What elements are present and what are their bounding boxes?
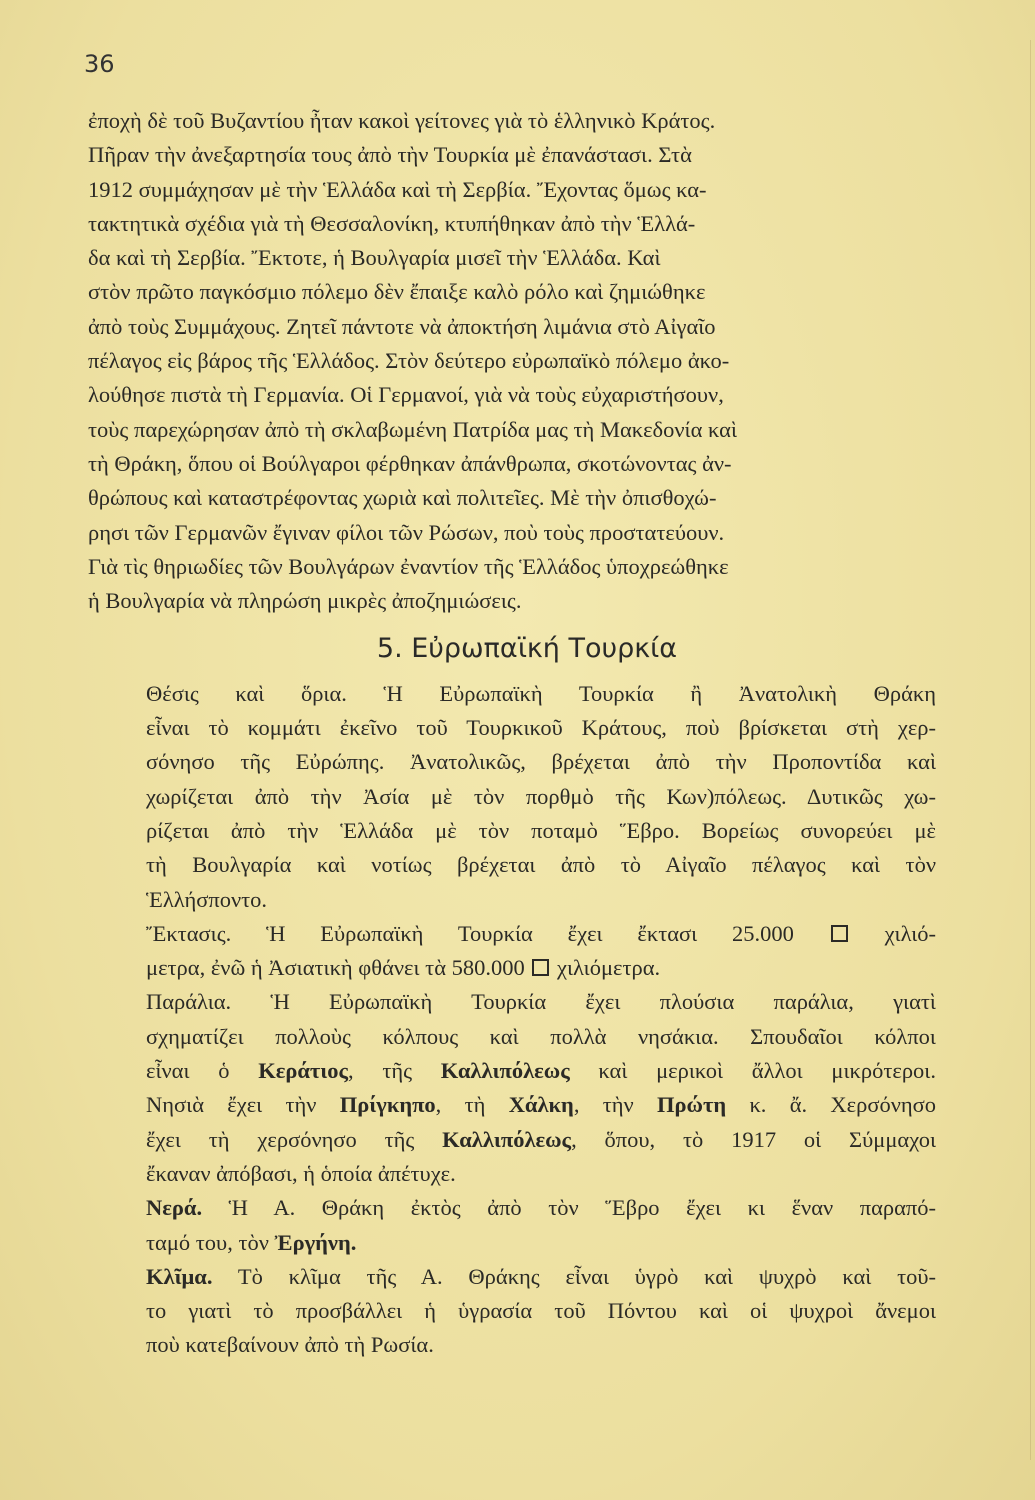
- text-line: [88, 677, 936, 711]
- waters-paragraph: [88, 1191, 936, 1260]
- text-fragment: χιλιό-: [884, 920, 937, 946]
- text-line: [88, 1088, 936, 1122]
- place-name: Ἐργήνη.: [274, 1229, 357, 1255]
- text-line: στὸν πρῶτο παγκόσμιο πόλεμο δὲν ἔπαιξε καλὸ ρόλο καὶ ζημιώθηκε: [88, 279, 706, 305]
- place-name: Χάλκη: [508, 1092, 574, 1118]
- text-line: [88, 1191, 936, 1225]
- text-fragment: χιλιόμετρα.: [557, 955, 661, 981]
- text-fragment: κ. ἄ. Χερσόνησο: [726, 1092, 937, 1118]
- term-label: Παράλια.: [146, 989, 232, 1015]
- text-line: τοὺς παρεχώρησαν ἀπὸ τὴ σκλαβωμένη Πατρίδα μας τὴ Μακεδονία καὶ: [88, 416, 738, 442]
- text-line: [88, 951, 936, 985]
- text-fragment: ταμό του, τὸν: [146, 1229, 275, 1255]
- area-paragraph: [88, 917, 936, 986]
- text-line: ρίζεται ἀπὸ τὴν Ἑλλάδα μὲ τὸν ποταμὸ Ἕβρο. Βορείως συνορεύει μὲ: [146, 817, 936, 843]
- text-line: τὴ Βουλγαρία καὶ νοτίως βρέχεται ἀπὸ τὸ Αἰγαῖο πέλαγος καὶ τὸν: [146, 852, 936, 878]
- place-name: Πρίγκηπο: [339, 1092, 436, 1118]
- text-line: ἡ Βουλγαρία νὰ πληρώση μικρὲς ἀποζημιώσεις.: [88, 588, 522, 614]
- text-fragment: , τὴ: [435, 1092, 509, 1118]
- text-line: ρησι τῶν Γερμανῶν ἔγιναν φίλοι τῶν Ρώσων, ποὺ τοὺς προστατεύουν.: [88, 519, 725, 545]
- text-line: πέλαγος εἰς βάρος τῆς Ἑλλάδος. Στὸν δεύτερο εὐρωπαϊκὸ πόλεμο ἀκο-: [88, 348, 730, 374]
- text-line: Γιὰ τὶς θηριωδίες τῶν Βουλγάρων ἐναντίον τῆς Ἑλλάδος ὑποχρεώθηκε: [88, 553, 729, 579]
- text-fragment: Ἡ Εὐρωπαϊκὴ Τουρκία ἔχει πλούσια παράλια, γιατὶ: [270, 989, 936, 1015]
- intro-paragraph: [88, 104, 936, 618]
- text-line: ἐποχὴ δὲ τοῦ Βυζαντίου ἦταν κακοὶ γείτονες γιὰ τὸ ἑλληνικὸ Κράτος.: [88, 108, 716, 133]
- text-fragment: Νησιὰ ἔχει τὴν: [146, 1092, 340, 1118]
- text-line: το γιατὶ τὸ προσβάλλει ἡ ὑγρασία τοῦ Πόντου καὶ οἱ ψυχροὶ ἄνεμοι: [146, 1298, 936, 1324]
- text-line: [88, 985, 936, 1019]
- text-fragment: , ὅπου, τὸ 1917 οἱ Σύμμαχοι: [571, 1126, 937, 1152]
- text-fragment: Ἡ Εὐρωπαϊκὴ Τουρκία ἔχει ἔκτασι 25.000: [266, 920, 794, 946]
- square-symbol-icon: [532, 959, 549, 976]
- page-body: [88, 104, 936, 1363]
- text-line: [88, 1123, 936, 1157]
- text-fragment: Ἡ Εὐρωπαϊκὴ Τουρκία ἢ Ἀνατολικὴ Θράκη: [383, 680, 936, 706]
- text-fragment: , τῆς: [348, 1058, 441, 1084]
- text-line: εἶναι τὸ κομμάτι ἐκεῖνο τοῦ Τουρκικοῦ Κράτους, ποὺ βρίσκεται στὴ χερ-: [146, 715, 936, 741]
- text-fragment: μετρα, ἐνῶ ἡ Ἀσιατικὴ φθάνει τὰ 580.000: [146, 955, 525, 981]
- text-line: Πῆραν τὴν ἀνεξαρτησία τους ἀπὸ τὴν Τουρκία μὲ ἐπανάστασι. Στὰ: [88, 142, 692, 168]
- text-line: ποὺ κατεβαίνουν ἀπὸ τὴ Ρωσία.: [146, 1332, 434, 1358]
- page-number: 36: [84, 50, 115, 78]
- text-fragment: Ἡ Α. Θράκη ἐκτὸς ἀπὸ τὸν Ἕβρο ἔχει κι ἕναν παραπό-: [228, 1195, 937, 1221]
- text-line: σόνησο τῆς Εὐρώπης. Ἀνατολικῶς, βρέχεται ἀπὸ τὴν Προποντίδα καὶ: [146, 749, 936, 775]
- text-line: τὴ Θράκη, ὅπου οἱ Βούλγαροι φέρθηκαν ἀπάνθρωπα, σκοτώνοντας ἀν-: [88, 450, 732, 476]
- place-name: Καλλιπόλεως: [442, 1126, 572, 1152]
- term-label: Θέσις καὶ ὅρια.: [146, 680, 347, 706]
- text-line: ἔκαναν ἀπόβασι, ἡ ὁποία ἀπέτυχε.: [146, 1160, 456, 1186]
- square-symbol-icon: [831, 925, 848, 942]
- term-label: Ἔκτασις.: [146, 920, 232, 946]
- borders-paragraph: [88, 677, 936, 917]
- section-heading: 5. Εὐρωπαϊκή Τουρκία: [376, 633, 678, 665]
- text-line: χωρίζεται ἀπὸ τὴν Ἀσία μὲ τὸν πορθμὸ τῆς Κων)πόλεως. Δυτικῶς χω-: [146, 783, 936, 809]
- place-name: Κεράτιος: [258, 1058, 349, 1084]
- text-line: λούθησε πιστὰ τὴ Γερμανία. Οἱ Γερμανοί, γιὰ νὰ τοὺς εὐχαριστήσουν,: [88, 382, 724, 408]
- text-line: [88, 1226, 936, 1260]
- term-label: Νερά.: [146, 1195, 203, 1221]
- text-line: Ἑλλήσποντο.: [146, 886, 268, 912]
- text-line: σχηματίζει πολλοὺς κόλπους καὶ πολλὰ νησάκια. Σπουδαῖοι κόλποι: [146, 1023, 936, 1049]
- text-fragment: καὶ μερικοὶ ἄλλοι μικρότεροι.: [569, 1058, 936, 1084]
- text-line: τακτητικὰ σχέδια γιὰ τὴ Θεσσαλονίκη, κτυπήθηκαν ἀπὸ τὴν Ἑλλά-: [88, 210, 696, 236]
- text-line: δα καὶ τὴ Σερβία. Ἔκτοτε, ἡ Βουλγαρία μισεῖ τὴν Ἑλλάδα. Καὶ: [88, 245, 661, 271]
- text-fragment: εἶναι ὁ: [146, 1058, 259, 1084]
- text-line: [88, 1260, 936, 1294]
- place-name: Πρώτη: [657, 1092, 727, 1118]
- text-line: 1912 συμμάχησαν μὲ τὴν Ἑλλάδα καὶ τὴ Σερβία. Ἔχοντας ὅμως κα-: [88, 176, 707, 202]
- coast-paragraph: [88, 985, 936, 1191]
- text-line: θρώπους καὶ καταστρέφοντας χωριὰ καὶ πολιτεῖες. Μὲ τὴν ὀπισθοχώ-: [88, 485, 717, 511]
- text-line: [88, 1054, 936, 1088]
- text-line: [88, 917, 936, 951]
- text-line: ἀπὸ τοὺς Συμμάχους. Ζητεῖ πάντοτε νὰ ἀποκτήση λιμάνια στὸ Αἰγαῖο: [88, 313, 716, 339]
- place-name: Καλλιπόλεως: [440, 1058, 570, 1084]
- page-edge: [1030, 40, 1031, 1460]
- text-fragment: Τὸ κλῖμα τῆς Α. Θράκης εἶναι ὑγρὸ καὶ ψυχρὸ καὶ τοῦ-: [237, 1263, 937, 1289]
- text-fragment: , τὴν: [573, 1092, 658, 1118]
- climate-paragraph: [88, 1260, 936, 1363]
- term-label: Κλῖμα.: [146, 1263, 213, 1289]
- text-fragment: ἔχει τὴ χερσόνησο τῆς: [146, 1126, 443, 1152]
